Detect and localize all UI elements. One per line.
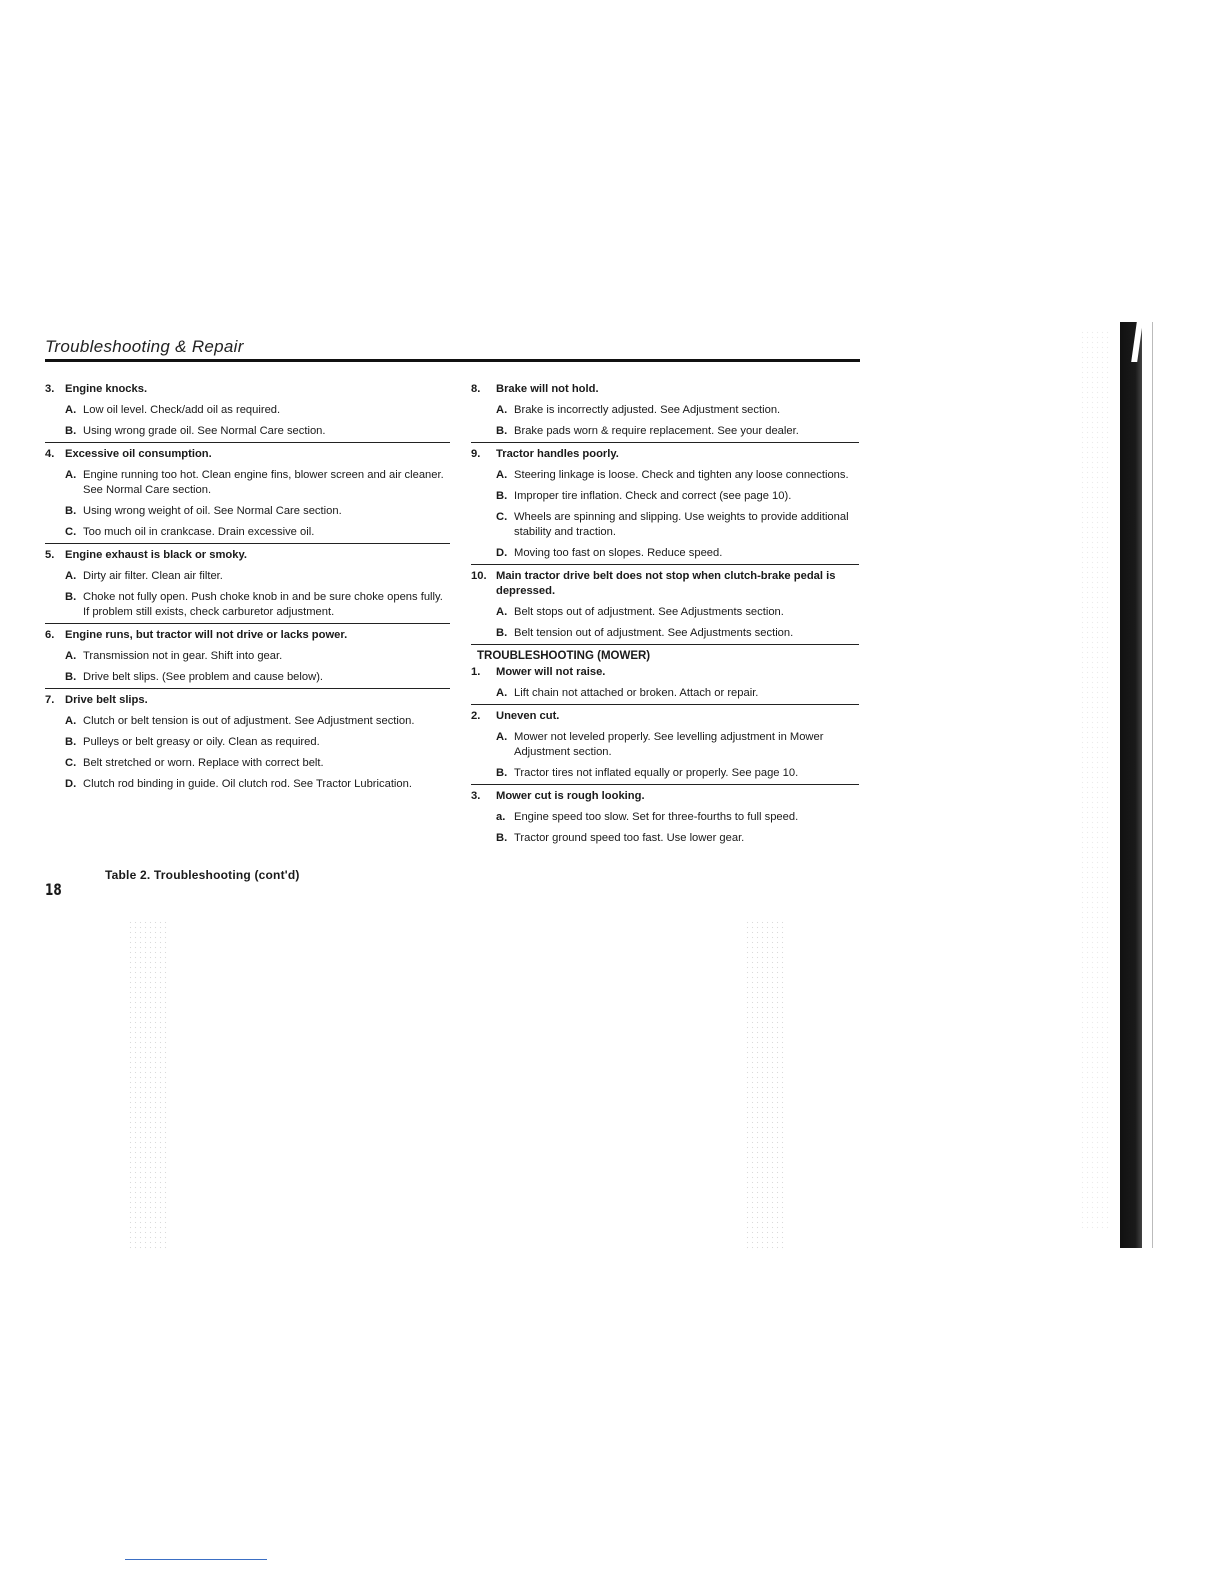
cause-text: Lift chain not attached or broken. Attach or repair. <box>514 687 759 699</box>
cause-text: Choke not fully open. Push choke knob in and be sure choke opens fully. If problem still exists, check carburetor adjustment. <box>83 591 443 618</box>
cause-item <box>471 766 859 781</box>
cause-text: Wheels are spinning and slipping. Use weights to provide additional stability and traction. <box>514 511 849 538</box>
trouble-section <box>471 382 859 443</box>
problem-title: Mower will not raise. <box>496 666 606 678</box>
mower-troubleshooting-heading: TROUBLESHOOTING (MOWER) <box>477 650 651 662</box>
cause-text: Clutch rod binding in guide. Oil clutch rod. See Tractor Lubrication. <box>83 778 412 790</box>
cause-letter: A. <box>65 650 77 662</box>
cause-text: Clutch or belt tension is out of adjustment. See Adjustment section. <box>83 715 415 727</box>
cause-item <box>45 590 450 620</box>
cause-letter: B. <box>65 736 77 748</box>
cause-letter: B. <box>496 832 508 844</box>
problem-title: Excessive oil consumption. <box>65 448 212 460</box>
cause-letter: C. <box>65 757 77 769</box>
cause-letter: A. <box>65 404 77 416</box>
cause-item <box>471 730 859 760</box>
cause-text: Engine speed too slow. Set for three-fourths to full speed. <box>514 811 799 823</box>
cause-item <box>471 424 859 439</box>
problem-heading <box>471 709 859 724</box>
cause-text: Belt stretched or worn. Replace with correct belt. <box>83 757 324 769</box>
cause-letter: A. <box>496 687 508 699</box>
problem-number: 4. <box>45 448 55 460</box>
trouble-section <box>45 548 450 624</box>
cause-text: Brake pads worn & require replacement. See your dealer. <box>514 425 799 437</box>
cause-item <box>45 468 450 498</box>
cause-letter: D. <box>65 778 77 790</box>
cause-letter: A. <box>496 731 508 743</box>
cause-letter: B. <box>496 490 508 502</box>
cause-item <box>45 670 450 685</box>
cause-item <box>471 831 859 846</box>
cause-letter: A. <box>65 469 77 481</box>
cause-text: Steering linkage is loose. Check and tighten any loose connections. <box>514 469 849 481</box>
cause-item <box>471 468 859 483</box>
problem-title: Engine exhaust is black or smoky. <box>65 549 247 561</box>
cause-text: Transmission not in gear. Shift into gear. <box>83 650 283 662</box>
trouble-section <box>471 447 859 565</box>
cause-item <box>45 756 450 771</box>
problem-number: 7. <box>45 694 55 706</box>
trouble-section <box>471 665 859 705</box>
problem-number: 10. <box>471 570 487 582</box>
cause-text: Pulleys or belt greasy or oily. Clean as required. <box>83 736 320 748</box>
cause-text: Improper tire inflation. Check and correct (see page 10). <box>514 490 792 502</box>
cause-text: Drive belt slips. (See problem and cause below). <box>83 671 324 683</box>
scan-speckle <box>1080 330 1110 1230</box>
problem-heading <box>471 665 859 680</box>
trouble-section <box>471 569 859 645</box>
left-column <box>45 381 450 795</box>
problem-heading <box>45 447 450 462</box>
problem-title: Tractor handles poorly. <box>496 448 619 460</box>
cause-letter: B. <box>65 671 77 683</box>
section-title: Troubleshooting & Repair <box>45 337 244 356</box>
mower-sections <box>471 665 859 849</box>
problem-number: 3. <box>471 790 481 802</box>
problem-title: Engine runs, but tractor will not drive or lacks power. <box>65 629 348 641</box>
cause-letter: B. <box>496 767 508 779</box>
trouble-section <box>45 447 450 544</box>
cause-letter: A. <box>496 404 508 416</box>
problem-title: Drive belt slips. <box>65 694 148 706</box>
cause-item <box>45 714 450 729</box>
cause-item <box>45 504 450 519</box>
cause-letter: A. <box>65 715 77 727</box>
trouble-section <box>45 693 450 795</box>
problem-heading <box>471 569 859 599</box>
problem-heading <box>471 789 859 804</box>
cause-item <box>471 510 859 540</box>
problem-title: Brake will not hold. <box>496 383 599 395</box>
cause-item <box>45 403 450 418</box>
cause-item <box>471 403 859 418</box>
trouble-section <box>471 789 859 849</box>
cause-text: Low oil level. Check/add oil as required. <box>83 404 281 416</box>
problem-heading <box>471 382 859 397</box>
problem-number: 6. <box>45 629 55 641</box>
problem-heading <box>471 447 859 462</box>
cause-item <box>45 525 450 540</box>
cause-text: Engine running too hot. Clean engine fins, blower screen and air cleaner. See Normal Care section. <box>83 469 444 496</box>
cause-letter: B. <box>65 591 77 603</box>
page-number: 18 <box>45 880 62 899</box>
cause-item <box>471 489 859 504</box>
cause-text: Using wrong weight of oil. See Normal Care section. <box>83 505 342 517</box>
problem-title: Mower cut is rough looking. <box>496 790 645 802</box>
problem-number: 9. <box>471 448 481 460</box>
cause-letter: A. <box>65 570 77 582</box>
scan-speckle <box>745 920 785 1250</box>
cause-text: Dirty air filter. Clean air filter. <box>83 570 223 582</box>
cause-item <box>471 546 859 561</box>
cause-item <box>45 649 450 664</box>
cause-letter: C. <box>496 511 508 523</box>
cause-letter: B. <box>65 505 77 517</box>
problem-number: 3. <box>45 383 55 395</box>
trouble-section <box>471 709 859 785</box>
table-caption: Table 2. Troubleshooting (cont'd) <box>105 868 300 882</box>
problem-title: Main tractor drive belt does not stop when clutch-brake pedal is depressed. <box>496 570 836 597</box>
problem-heading <box>45 693 450 708</box>
cause-letter: a. <box>496 811 506 823</box>
cause-text: Brake is incorrectly adjusted. See Adjustment section. <box>514 404 781 416</box>
cause-text: Mower not leveled properly. See levelling adjustment in Mower Adjustment section. <box>514 731 824 758</box>
problem-heading <box>45 548 450 563</box>
cause-text: Belt tension out of adjustment. See Adjustments section. <box>514 627 794 639</box>
problem-heading <box>45 628 450 643</box>
trouble-section <box>45 628 450 689</box>
cause-letter: A. <box>496 469 508 481</box>
cause-text: Tractor ground speed too fast. Use lower gear. <box>514 832 745 844</box>
cause-item <box>471 686 859 701</box>
cause-letter: D. <box>496 547 508 559</box>
problem-number: 1. <box>471 666 481 678</box>
problem-number: 2. <box>471 710 481 722</box>
cause-text: Belt stops out of adjustment. See Adjustments section. <box>514 606 784 618</box>
cause-letter: B. <box>496 627 508 639</box>
cause-text: Tractor tires not inflated equally or properly. See page 10. <box>514 767 799 779</box>
scan-speckle <box>128 920 168 1250</box>
cause-item <box>45 777 450 792</box>
problem-title: Uneven cut. <box>496 710 560 722</box>
cause-text: Using wrong grade oil. See Normal Care section. <box>83 425 326 437</box>
problem-title: Engine knocks. <box>65 383 148 395</box>
scan-binding-strip <box>1120 322 1142 1248</box>
cause-item <box>471 810 859 825</box>
trouble-section <box>45 382 450 443</box>
cause-text: Moving too fast on slopes. Reduce speed. <box>514 547 723 559</box>
cause-item <box>471 626 859 641</box>
cause-letter: B. <box>65 425 77 437</box>
cause-text: Too much oil in crankcase. Drain excessive oil. <box>83 526 315 538</box>
problem-number: 5. <box>45 549 55 561</box>
cause-letter: B. <box>496 425 508 437</box>
scan-edge-line <box>1152 322 1153 1248</box>
cause-letter: A. <box>496 606 508 618</box>
cause-item <box>45 424 450 439</box>
cause-item <box>471 605 859 620</box>
cause-item <box>45 569 450 584</box>
footer-rule <box>125 1559 267 1560</box>
right-column <box>471 381 859 849</box>
page-header <box>45 337 860 362</box>
problem-number: 8. <box>471 383 481 395</box>
problem-heading <box>45 382 450 397</box>
cause-item <box>45 735 450 750</box>
cause-letter: C. <box>65 526 77 538</box>
